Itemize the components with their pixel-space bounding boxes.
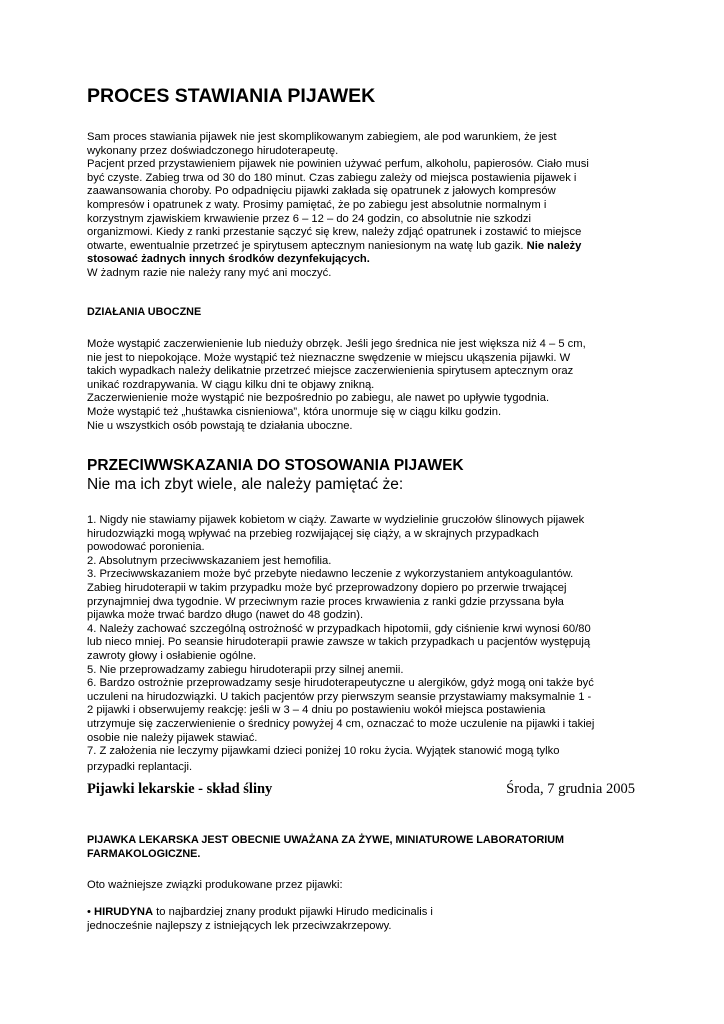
text-line-part: otwarte, ewentualnie przetrzeć je spirytusem aptecznym naniesionym na watę lub gazik. [87, 239, 524, 252]
bullet: • [87, 906, 91, 918]
list-line: 7. Z założenia nie leczymy pijawkami dzieci poniżej 10 roku życia. Wyjątek stanowić mogą tylko [87, 745, 560, 758]
warning-text: Nie należy [526, 239, 582, 252]
list-line: pijawka może trwać bardzo długo (nawet do 48 godzin). [87, 609, 364, 622]
list-line: 3. Przeciwwskazaniem może być przebyte niedawno leczenie z wykorzystaniem antykoagulantów. [87, 568, 574, 581]
compound-name: HIRUDYNA [94, 906, 154, 918]
text-line: unikać rozdrapywania. W ciągu kilku dni te objawy znikną. [87, 378, 375, 391]
text-line: wykonany przez doświadczonego hirudoterapeutę. [87, 144, 339, 157]
warning-text: stosować żadnych innych środków dezynfekujących. [87, 253, 370, 266]
lab-heading-line: PIJAWKA LEKARSKA JEST OBECNIE UWAŻANA ZA ŻYWE, MINIATUROWE LABORATORIUM [87, 834, 565, 846]
text-line: Pacjent przed przystawieniem pijawek nie powinien używać perfum, alkoholu, papierosów. Ciało musi [87, 158, 589, 171]
list-line: 5. Nie przeprowadzamy zabiegu hirudoterapii przy silnej anemii. [87, 663, 404, 676]
lab-heading-line: FARMAKOLOGICZNE. [87, 847, 201, 860]
list-line: przypadki replantacji. [87, 760, 193, 773]
text-line: korzystnym zjawiskiem krwawienie przez 6 – 12 – do 24 godzin, co absolutnie nie szkodzi [87, 212, 531, 225]
list-line: hirudozwiązki mogą wpływać na przebieg rozwijającej się ciąży, a w skrajnych przypadkach [87, 527, 539, 540]
list-line: przynajmniej dwa tygodnie. W przeciwnym razie proces krwawienia z ranki gdzie przyssana była [87, 595, 564, 608]
lab-intro: Oto ważniejsze związki produkowane przez pijawki: [87, 879, 343, 891]
page-title: PROCES STAWIANIA PIJAWEK [87, 85, 376, 107]
footer-title: Pijawki lekarskie - skład śliny [87, 781, 273, 797]
text-line: Sam proces stawiania pijawek nie jest skomplikowanym zabiegiem, ale pod warunkiem, że jest [87, 131, 557, 143]
compound-line: jednocześnie najlepszy z istniejących lek przeciwzakrzepowy. [87, 919, 392, 932]
text-line [87, 253, 647, 267]
list-line: 1. Nigdy nie stawiamy pijawek kobietom w ciąży. Zawarte w wydzielinie gruczołów ślinowych pijawek [87, 514, 585, 526]
page-footer [87, 781, 635, 798]
list-line: osobie nie należy pijawek stawiać. [87, 731, 258, 744]
lab-heading [87, 834, 564, 861]
text-line: nie jest to niepokojące. Może wystąpić też nieznaczne swędzenie w miejscu ukąszenia pijawki. W [87, 351, 571, 364]
list-line: utrzymuje się zaczerwienienie o średnicy powyżej 4 cm, oznaczać to może uczulenie na pijawki i takiej [87, 717, 595, 730]
text-line [87, 240, 647, 254]
text-line: Może wystąpić zaczerwienienie lub niedużу obrzęk. Jeśli jego średnica nie jest większa niż 4 – 5 cm, [87, 338, 586, 350]
text-line: Zaczerwienienie może wystąpić nie bezpośrednio po zabiegu, ale nawet po upływie tygodnia. [87, 392, 550, 405]
list-line: powodować poronienia. [87, 541, 205, 554]
text-line: organizmowi. Kiedy z ranki przestanie sączyć się krew, należy zdjąć opatrunek i zostawić to miejsce [87, 226, 582, 239]
list-line: lub nieco mniej. Po seansie hirudoterapii prawie zawsze w takich przypadkach u pacjentów występują [87, 636, 591, 649]
footer-date: Środa, 7 grudnia 2005 [506, 781, 635, 797]
list-line: 2 pijawki i obserwujemy reakcję: jeśli w 3 – 4 dniu po postawieniu wokół miejsca postawienia [87, 704, 546, 717]
contraindications-list [87, 514, 647, 776]
list-line: Zabieg hirudoterapii w takim przypadku może być przeprowadzony dopiero po przerwie trwającej [87, 581, 567, 594]
text-line: zaawansowania choroby. Po odpadnięciu pijawki zakłada się opatrunek z jałowych kompresów [87, 185, 556, 198]
contraindications-subheading: Nie ma ich zbyt wiele, ale należy pamiętać że: [87, 476, 404, 493]
list-line: zawroty głowy i osłabienie ogólne. [87, 649, 257, 662]
side-effects-heading: DZIAŁANIA UBOCZNE [87, 306, 202, 318]
intro-section [87, 131, 647, 281]
text-line: kompresów i opatrunek z waty. Prosimy pamiętać, że po zabiegu jest absolutnie normalnym i [87, 198, 547, 211]
text-line: być czyste. Zabieg trwa od 30 do 180 minut. Czas zabiegu zależy od miejsca postawienia pijawek i [87, 171, 577, 184]
list-line: 6. Bardzo ostrożnie przeprowadzamy sesje hirudoterapeutyczne u alergików, gdyż mogą oni także być [87, 677, 594, 690]
text-line: takich wypadkach należy delikatnie przetrzeć miejsce zaczerwienienia spirytusem aptecznym oraz [87, 365, 574, 378]
compound-list-item [87, 906, 647, 933]
side-effects-section [87, 338, 647, 433]
list-line: 2. Absolutnym przeciwwskazaniem jest hemofilia. [87, 554, 332, 567]
text-line: W żadnym razie nie należy rany myć ani moczyć. [87, 266, 332, 279]
list-line: 4. Należy zachować szczególną ostrożność w przypadkach hipotomii, gdy ciśnienie krwi wynosi 60/80 [87, 622, 591, 635]
text-line: Może wystąpić też „huśtawka cisnieniowa”, która unormuje się w ciągu kilku godzin. [87, 405, 502, 418]
compound-desc: to najbardziej znany produkt pijawki Hirudo medicinalis i [153, 906, 433, 918]
compound-line [87, 906, 647, 920]
contraindications-heading: PRZECIWWSKAZANIA DO STOSOWANIA PIJAWEK [87, 457, 464, 474]
list-line: uczuleni na hirudozwiązki. U takich pacjentów przy pierwszym seansie przystawiamy maksymalnie 1 - [87, 690, 592, 703]
text-line: Nie u wszystkich osób powstają te działania uboczne. [87, 419, 353, 432]
